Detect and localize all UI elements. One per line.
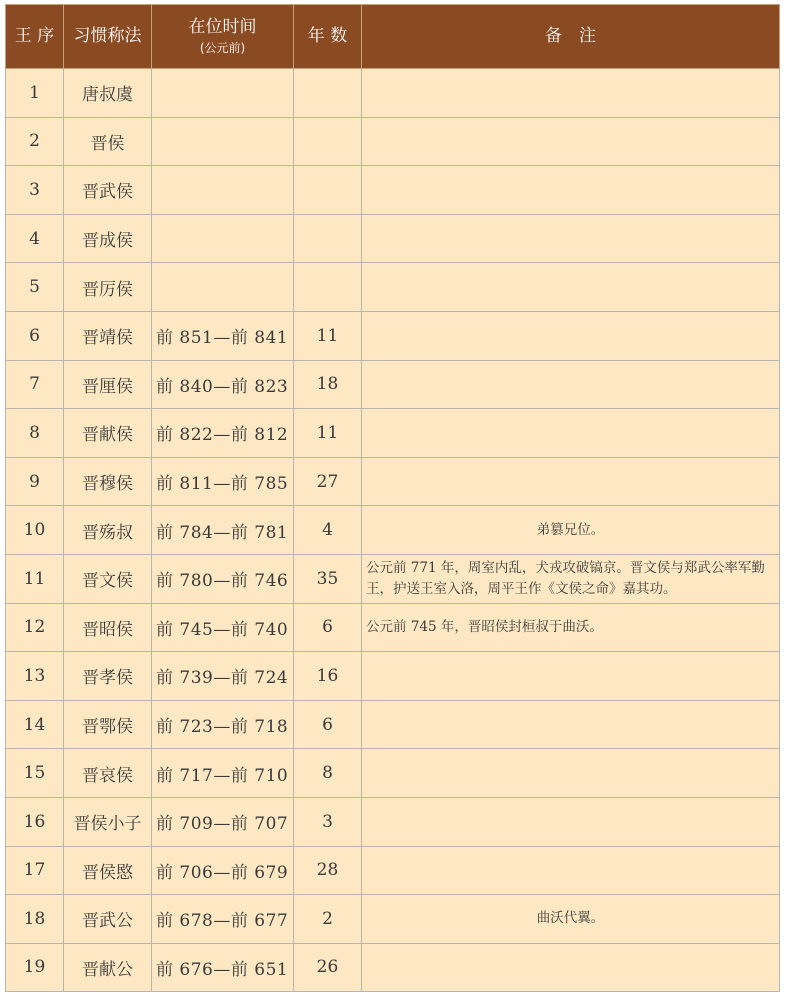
cell-name: 晋哀侯: [64, 749, 152, 798]
cell-name: 唐叔虞: [64, 69, 152, 118]
cell-years: 16: [294, 652, 362, 701]
header-order-label: 王 序: [14, 25, 55, 46]
cell-name: 晋文侯: [64, 554, 152, 603]
cell-years: 8: [294, 749, 362, 798]
cell-years: 2: [294, 895, 362, 944]
cell-name: 晋侯愍: [64, 846, 152, 895]
cell-note: 公元前 771 年，周室内乱，犬戎攻破镐京。晋文侯与郑武公率军勤王，护送王室入洛，周平王作《文侯之命》嘉其功。: [362, 554, 780, 603]
cell-years: 6: [294, 603, 362, 652]
cell-years: 26: [294, 943, 362, 992]
table-row: [6, 700, 780, 749]
cell-note: [362, 69, 780, 118]
cell-period: 前 709—前 707: [152, 797, 294, 846]
cell-name: 晋穆侯: [64, 457, 152, 506]
cell-period: [152, 69, 294, 118]
cell-note: [362, 457, 780, 506]
cell-order: 6: [6, 311, 64, 360]
cell-period: 前 723—前 718: [152, 700, 294, 749]
header-years: [294, 5, 362, 69]
header-period-label: 在位时间: [188, 17, 257, 38]
cell-years: 6: [294, 700, 362, 749]
cell-name: 晋武侯: [64, 166, 152, 215]
jin-rulers-table: [5, 4, 780, 992]
cell-order: 15: [6, 749, 64, 798]
table-row: [6, 797, 780, 846]
cell-name: 晋昭侯: [64, 603, 152, 652]
cell-note: [362, 263, 780, 312]
header-row: [6, 5, 780, 69]
cell-years: 3: [294, 797, 362, 846]
cell-name: 晋侯小子: [64, 797, 152, 846]
table-row: [6, 749, 780, 798]
table-header: [6, 5, 780, 69]
table-row: [6, 457, 780, 506]
cell-note: [362, 749, 780, 798]
table-row: [6, 360, 780, 409]
table-row: [6, 166, 780, 215]
cell-name: 晋靖侯: [64, 311, 152, 360]
cell-order: 7: [6, 360, 64, 409]
cell-period: 前 678—前 677: [152, 895, 294, 944]
cell-name: 晋厘侯: [64, 360, 152, 409]
cell-name: 晋孝侯: [64, 652, 152, 701]
cell-order: 8: [6, 409, 64, 458]
cell-years: [294, 117, 362, 166]
header-note-label: 备 注: [545, 25, 596, 46]
cell-years: 27: [294, 457, 362, 506]
cell-name: 晋侯: [64, 117, 152, 166]
cell-note: [362, 409, 780, 458]
cell-period: [152, 117, 294, 166]
table-row: [6, 554, 780, 603]
cell-period: 前 780—前 746: [152, 554, 294, 603]
cell-order: 17: [6, 846, 64, 895]
cell-name: 晋鄂侯: [64, 700, 152, 749]
cell-order: 2: [6, 117, 64, 166]
cell-years: 11: [294, 409, 362, 458]
cell-order: 19: [6, 943, 64, 992]
cell-period: 前 822—前 812: [152, 409, 294, 458]
table-row: [6, 943, 780, 992]
cell-years: 35: [294, 554, 362, 603]
header-name: [64, 5, 152, 69]
cell-note: [362, 166, 780, 215]
cell-period: [152, 214, 294, 263]
table-row: [6, 603, 780, 652]
cell-order: 14: [6, 700, 64, 749]
cell-years: 18: [294, 360, 362, 409]
cell-name: 晋殇叔: [64, 506, 152, 555]
cell-period: 前 717—前 710: [152, 749, 294, 798]
cell-order: 4: [6, 214, 64, 263]
cell-period: 前 706—前 679: [152, 846, 294, 895]
cell-note: [362, 360, 780, 409]
table-body: [6, 69, 780, 992]
cell-period: 前 840—前 823: [152, 360, 294, 409]
cell-note: 曲沃代翼。: [362, 895, 780, 944]
table-row: [6, 506, 780, 555]
cell-order: 18: [6, 895, 64, 944]
cell-period: [152, 166, 294, 215]
cell-order: 11: [6, 554, 64, 603]
table-row: [6, 652, 780, 701]
header-order: [6, 5, 64, 69]
cell-note: 弟篡兄位。: [362, 506, 780, 555]
cell-name: 晋厉侯: [64, 263, 152, 312]
cell-note: [362, 846, 780, 895]
cell-years: [294, 263, 362, 312]
cell-years: [294, 166, 362, 215]
cell-order: 10: [6, 506, 64, 555]
table-row: [6, 311, 780, 360]
cell-period: 前 784—前 781: [152, 506, 294, 555]
cell-order: 16: [6, 797, 64, 846]
cell-note: [362, 943, 780, 992]
cell-note: [362, 117, 780, 166]
header-name-label: 习惯称法: [73, 25, 142, 46]
cell-years: 11: [294, 311, 362, 360]
header-period: [152, 5, 294, 69]
table-row: [6, 69, 780, 118]
cell-order: 3: [6, 166, 64, 215]
cell-note: [362, 214, 780, 263]
cell-years: [294, 69, 362, 118]
cell-name: 晋献公: [64, 943, 152, 992]
header-years-label: 年 数: [307, 25, 348, 46]
header-period-sublabel: (公元前): [199, 40, 246, 55]
table-row: [6, 895, 780, 944]
cell-name: 晋献侯: [64, 409, 152, 458]
cell-name: 晋武公: [64, 895, 152, 944]
table-row: [6, 263, 780, 312]
cell-note: [362, 700, 780, 749]
table-row: [6, 214, 780, 263]
cell-period: 前 739—前 724: [152, 652, 294, 701]
cell-order: 12: [6, 603, 64, 652]
cell-years: [294, 214, 362, 263]
header-note: [362, 5, 780, 69]
cell-years: 28: [294, 846, 362, 895]
table-row: [6, 846, 780, 895]
cell-note: [362, 652, 780, 701]
cell-order: 5: [6, 263, 64, 312]
cell-period: [152, 263, 294, 312]
cell-order: 1: [6, 69, 64, 118]
cell-period: 前 851—前 841: [152, 311, 294, 360]
cell-note: [362, 797, 780, 846]
cell-period: 前 811—前 785: [152, 457, 294, 506]
cell-note: 公元前 745 年，晋昭侯封桓叔于曲沃。: [362, 603, 780, 652]
cell-name: 晋成侯: [64, 214, 152, 263]
cell-years: 4: [294, 506, 362, 555]
cell-period: 前 745—前 740: [152, 603, 294, 652]
table-container: [5, 4, 780, 992]
cell-note: [362, 311, 780, 360]
cell-order: 13: [6, 652, 64, 701]
cell-order: 9: [6, 457, 64, 506]
table-row: [6, 409, 780, 458]
table-row: [6, 117, 780, 166]
cell-period: 前 676—前 651: [152, 943, 294, 992]
